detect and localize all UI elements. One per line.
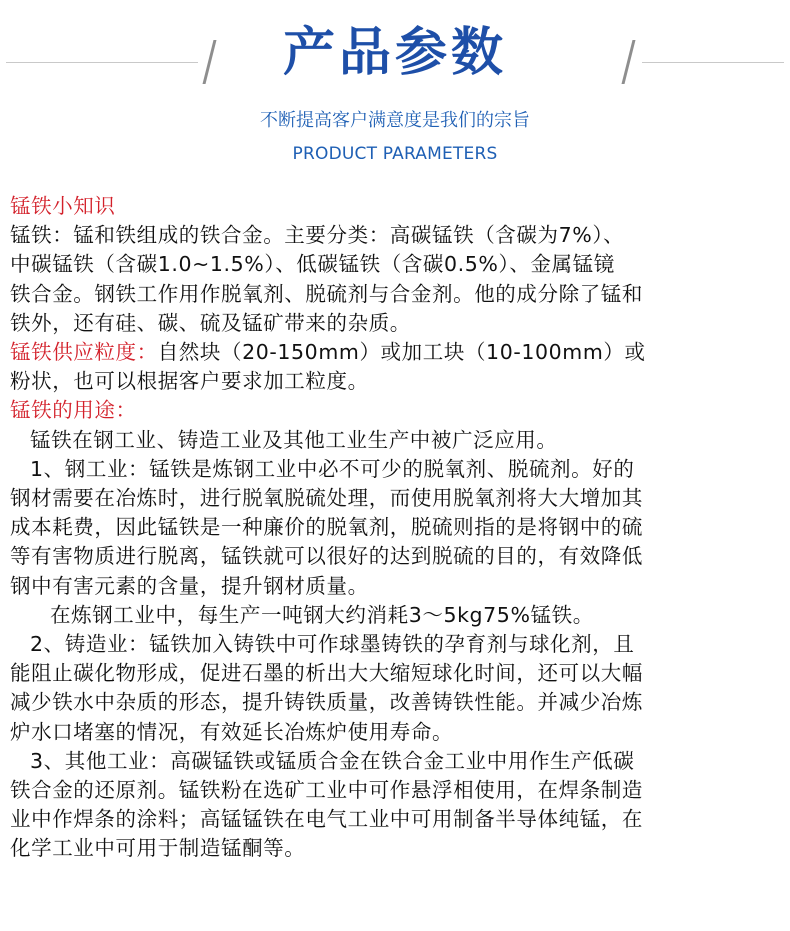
casting-line: 炉水口堵塞的情况，有效延长冶炼炉使用寿命。 xyxy=(10,719,454,744)
other-industry-line: 3、其他工业：高碳锰铁或锰质合金在铁合金工业中用作生产低碳 xyxy=(30,748,635,773)
page-subtitle-english: PRODUCT PARAMETERS xyxy=(292,144,498,164)
page-title: 产品参数 xyxy=(282,23,507,83)
casting-line: 2、铸造业：锰铁加入铸铁中可作球墨铸铁的孕育剂与球化剂，且 xyxy=(30,632,635,657)
other-industry-line: 铁合金的还原剂。锰铁粉在选矿工业中可作悬浮相使用，在焊条制造 xyxy=(10,778,643,803)
article-body xyxy=(10,192,780,864)
casting-line: 减少铁水中杂质的形态，提升铸铁质量，改善铸铁性能。并减少冶炼 xyxy=(10,690,643,715)
granularity-line xyxy=(10,338,780,367)
header-divider-right xyxy=(642,62,784,63)
uses-heading: 锰铁的用途： xyxy=(10,398,137,423)
steel-line: 等有害物质进行脱离，锰铁就可以很好的达到脱硫的目的，有效降低 xyxy=(10,544,643,569)
steel-line: 1、钢工业：锰铁是炼钢工业中必不可少的脱氧剂、脱硫剂。好的 xyxy=(30,456,635,481)
granularity-line: 粉状，也可以根据客户要求加工粒度。 xyxy=(10,369,369,394)
granularity-text: 自然块（20-150mm）或加工块（10-100mm）或 xyxy=(157,340,646,365)
steel-line: 钢中有害元素的含量，提升钢材质量。 xyxy=(10,573,369,598)
granularity-label: 锰铁供应粒度： xyxy=(10,340,158,365)
page-header xyxy=(0,0,790,180)
other-industry-line: 业中作焊条的涂料；高锰锰铁在电气工业中可用制备半导体纯锰，在 xyxy=(10,807,643,832)
steel-line: 成本耗费，因此锰铁是一种廉价的脱氧剂，脱硫则指的是将钢中的硫 xyxy=(10,515,643,540)
steel-note: 在炼钢工业中，每生产一吨钢大约消耗3～5kg75%锰铁。 xyxy=(50,602,594,627)
knowledge-line: 中碳锰铁（含碳1.0~1.5%）、低碳锰铁（含碳0.5%）、金属锰镜 xyxy=(10,252,615,277)
knowledge-line: 铁外，还有硅、碳、硫及锰矿带来的杂质。 xyxy=(10,310,411,335)
knowledge-line: 锰铁：锰和铁组成的铁合金。主要分类：高碳锰铁（含碳为7%）、 xyxy=(10,223,625,248)
uses-intro: 锰铁在钢工业、铸造工业及其他工业生产中被广泛应用。 xyxy=(30,427,558,452)
steel-line: 钢材需要在冶炼时，进行脱氧脱硫处理，而使用脱氧剂将大大增加其 xyxy=(10,486,643,511)
page-subtitle: 不断提高客户满意度是我们的宗旨 xyxy=(260,110,530,131)
casting-line: 能阻止碳化物形成，促进石墨的析出大大缩短球化时间，还可以大幅 xyxy=(10,661,643,686)
knowledge-heading: 锰铁小知识 xyxy=(10,194,116,218)
other-industry-line: 化学工业中可用于制造锰酮等。 xyxy=(10,836,306,861)
knowledge-line: 铁合金。钢铁工作用作脱氧剂、脱硫剂与合金剂。他的成分除了锰和 xyxy=(10,281,643,306)
